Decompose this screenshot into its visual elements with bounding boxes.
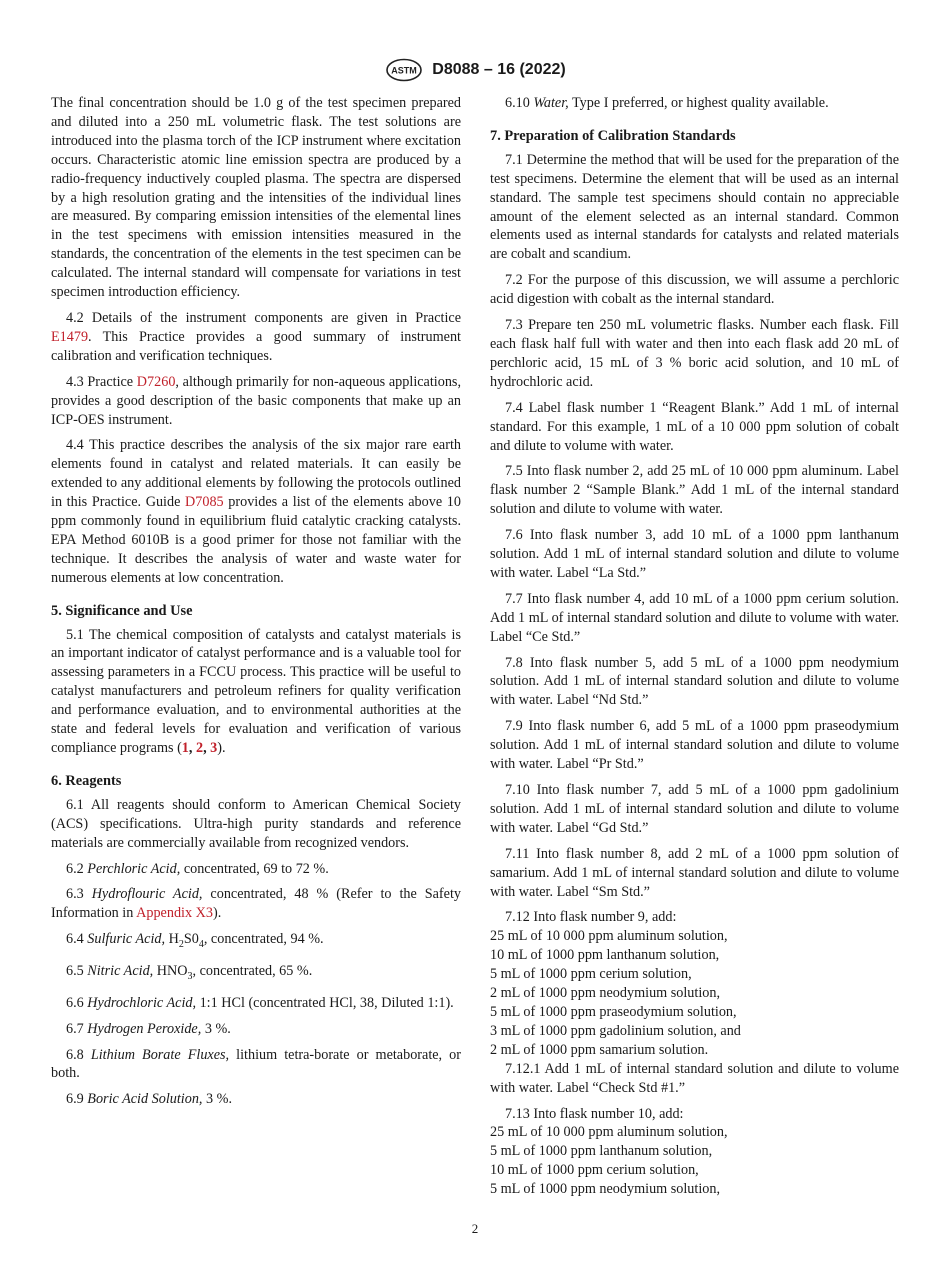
paragraph-4-4: 4.4 This practice describes the analysis of the six major rare earth elements found in catalyst and related materials. It can easily be extended to any additional elements by following the protocols outlined in this Practice. Guide D7085 provides a list of the elements above 10 ppm commonly found in equilibrium fluid catalytic cracking catalysts. EPA Method 6010B is a good primer for those not familiar with the technique. It describes the analysis of water and waste water for numerous elements at low concentration. (51, 437, 461, 586)
section-heading-7: 7. Preparation of Calibration Standards (490, 127, 736, 144)
paragraph-6-4: 6.4 Sulfuric Acid, $H_2S0_4$, concentrated, 94 %. (66, 931, 324, 951)
paragraph-7-8: 7.8 Into flask number 5, add 5 mL of a 1000 ppm neodymium solution. Add 1 mL of internal standard solution and dilute to volume with water. Label “Nd Std.” (490, 654, 899, 709)
list-item: 5 mL of 1000 ppm praseodymium solution, (490, 1003, 737, 1020)
list-item: 2 mL of 1000 ppm samarium solution. (490, 1041, 709, 1058)
page-number: 2 (471, 1221, 479, 1236)
paragraph-6-1: 6.1 All reagents should conform to American Chemical Society (ACS) specifications. Ultra-high purity standards and reference materials are commercially available from recognized vendors. (51, 796, 461, 851)
paragraph-4-3: 4.3 Practice D7260, although primarily for non-aqueous applications, provides a good description of the basic components that make up an ICP-OES instrument. (51, 373, 461, 428)
right-column (490, 94, 899, 1199)
ref-link-1[interactable]: 1 (181, 740, 189, 756)
ref-link-3[interactable]: 3 (210, 740, 218, 756)
ref-link-2[interactable]: 2 (195, 740, 204, 756)
paragraph-intro: The final concentration should be 1.0 g of the test specimen prepared and diluted into a 250 mL volumetric flask. The test solutions are introduced into the plasma torch of the ICP instrument where excitation occurs. Characteristic atomic line emission spectra are produced by a radio-frequency inductively coupled plasma. The spectra are dispersed by a high resolution grating and the intensities of the individual lines are measured. By comparing emission intensities of the elemental lines in the test specimens with emission intensities measured in the standards, the concentration of the elements in the test specimen can be calculated. The internal standard will compensate for variations in test specimen introduction efficiency. (51, 95, 461, 301)
list-item: 25 mL of 10 000 ppm aluminum solution, (490, 1124, 728, 1141)
paragraph-7-11: 7.11 Into flask number 8, add 2 mL of a 1000 ppm solution of samarium. Add 1 mL of internal standard solution and dilute to volume with water. Label “Sm Std.” (490, 845, 899, 900)
list-item: 25 mL of 10 000 ppm aluminum solution, (490, 928, 728, 945)
link-e1479[interactable]: E1479 (51, 328, 89, 345)
flask-9-list (490, 927, 899, 1059)
paragraph-7-7: 7.7 Into flask number 4, add 10 mL of a 1000 ppm cerium solution. Add 1 mL of internal standard solution and dilute to volume with water. Label “Ce Std.” (490, 590, 899, 645)
list-item: 10 mL of 1000 ppm cerium solution, (490, 1162, 699, 1179)
svg-text:ASTM: ASTM (391, 65, 418, 76)
paragraph-6-3: 6.3 Hydroflouric Acid, concentrated, 48 % (Refer to the Safety Information in Appendix X3). (51, 886, 461, 922)
paragraph-7-6: 7.6 Into flask number 3, add 10 mL of a 1000 ppm lanthanum solution. Add 1 mL of internal standard solution and dilute to volume with water. Label “La Std.” (490, 527, 899, 581)
document-designation: D8088 – 16 (2022) (432, 61, 566, 78)
link-appendix-x3[interactable]: Appendix X3 (136, 905, 213, 922)
link-d7260[interactable]: D7260 (136, 373, 176, 390)
astm-logo-icon (384, 58, 424, 82)
list-item: 10 mL of 1000 ppm lanthanum solution, (490, 947, 720, 964)
paragraph-6-2: 6.2 Perchloric Acid, concentrated, 69 to 72 %. (66, 860, 329, 877)
paragraph-6-10: 6.10 Water, Type I preferred, or highest quality available. (505, 95, 829, 111)
paragraph-6-5: 6.5 Nitric Acid, $HNO_3$, concentrated, 65 %. (66, 962, 313, 982)
paragraph-6-9: 6.9 Boric Acid Solution, 3 %. (66, 1091, 233, 1108)
paragraph-7-2: 7.2 For the purpose of this discussion, we will assume a perchloric acid digestion with cobalt as the internal standard. (490, 272, 899, 308)
paragraph-7-4: 7.4 Label flask number 1 “Reagent Blank.” Add 1 mL of internal standard. For this example, 1 mL of a 10 000 ppm solution of cobalt and dilute to volume with water. (490, 399, 899, 454)
paragraph-7-5: 7.5 Into flask number 2, add 25 mL of 10 000 ppm aluminum. Label flask number 2 “Sample Blank.” Add 1 mL of the internal standard solution and dilute to volume with water. (490, 463, 899, 518)
page-header (0, 58, 950, 82)
paragraph-7-1: 7.1 Determine the method that will be used for the preparation of the test specimens. Determine the element that will be used as an internal standard. The sample test specimens should contain no appreciable amount of the element selected as an internal standard. Common elements used as internal standards for catalysts and related materials are cobalt and scandium. (490, 151, 899, 263)
list-item: 5 mL of 1000 ppm cerium solution, (490, 966, 692, 983)
paragraph-7-12-1: 7.12.1 Add 1 mL of internal standard solution and dilute to volume with water. Label “Check Std #1.” (490, 1060, 899, 1096)
paragraph-6-8: 6.8 Lithium Borate Fluxes, lithium tetra-borate or metaborate, or both. (51, 1046, 461, 1082)
paragraph-4-2: 4.2 Details of the instrument components are given in Practice E1479. This Practice provides a good summary of instrument calibration and verification techniques. (51, 309, 461, 364)
section-heading-5: 5. Significance and Use (51, 602, 193, 619)
list-item: 5 mL of 1000 ppm neodymium solution, (490, 1181, 721, 1198)
section-heading-6: 6. Reagents (51, 772, 122, 789)
flask-10-list (490, 1123, 899, 1199)
paragraph-7-9: 7.9 Into flask number 6, add 5 mL of a 1000 ppm praseodymium solution. Add 1 mL of internal standard solution and dilute to volume with water. Label “Pr Std.” (490, 718, 899, 773)
paragraph-7-3: 7.3 Prepare ten 250 mL volumetric flasks. Number each flask. Fill each flask half full with water and then into each flask add 20 mL of perchloric acid, 15 mL of 3 % boric acid solution, and 10 mL of hydrochloric acid. (490, 317, 899, 390)
paragraph-6-6: 6.6 Hydrochloric Acid, 1:1 HCl (concentrated HCl, 38, Diluted 1:1). (66, 994, 454, 1011)
paragraph-7-10: 7.10 Into flask number 7, add 5 mL of a 1000 ppm gadolinium solution. Add 1 mL of internal standard solution and dilute to volume with water. Label “Gd Std.” (490, 782, 899, 836)
list-item: 2 mL of 1000 ppm neodymium solution, (490, 985, 721, 1002)
paragraph-6-7: 6.7 Hydrogen Peroxide, 3 %. (66, 1020, 231, 1037)
paragraph-5-1: 5.1 The chemical composition of catalysts and catalyst materials is an important indicator of catalyst performance and is a valuable tool for assessing parameters in a FCCU process. This practice will be useful to catalyst manufacturers and petroleum refiners for quality verification and performance evaluation, and to environmental authorities at the state and federal levels for evaluation and verification of various compliance programs (1, 2, 3). (51, 626, 461, 756)
paragraph-7-12: 7.12 Into flask number 9, add: (505, 909, 677, 926)
link-d7085[interactable]: D7085 (185, 494, 224, 511)
paragraph-7-13: 7.13 Into flask number 10, add: (505, 1105, 684, 1122)
list-item: 5 mL of 1000 ppm lanthanum solution, (490, 1143, 713, 1160)
left-column (51, 94, 461, 1116)
list-item: 3 mL of 1000 ppm gadolinium solution, and (490, 1022, 741, 1039)
